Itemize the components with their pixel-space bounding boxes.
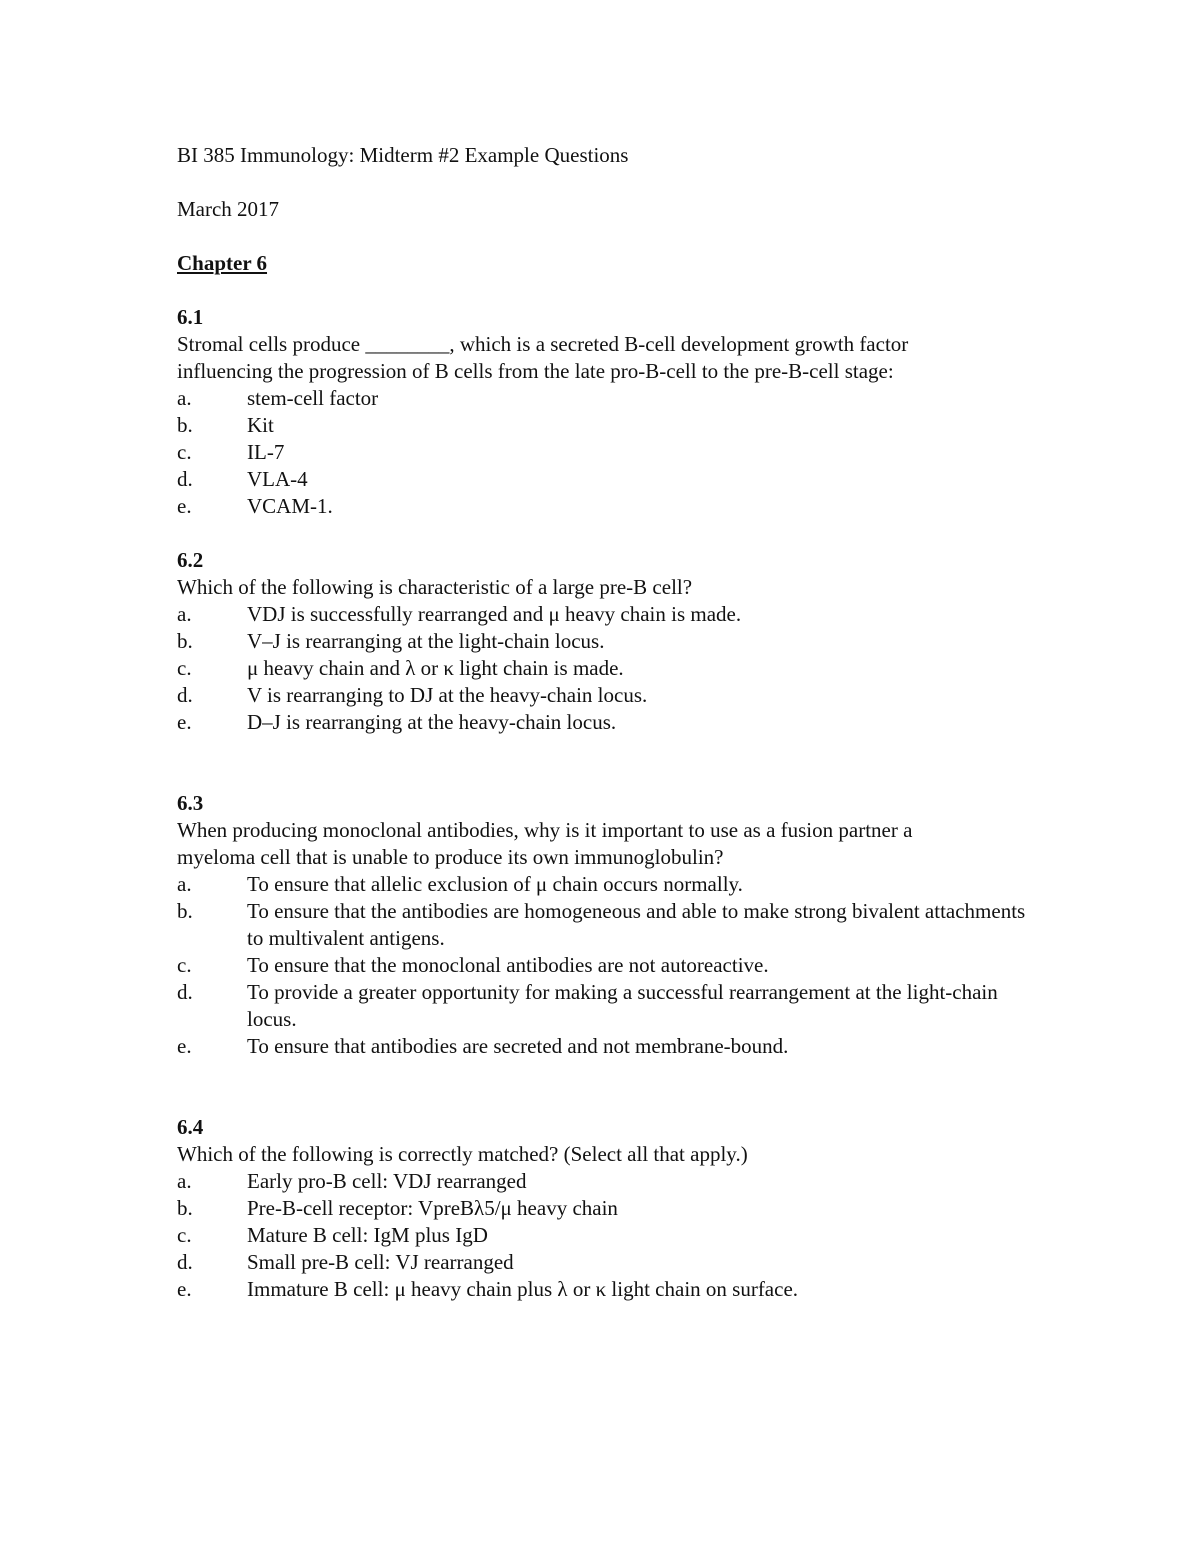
answer-option [177, 601, 1037, 628]
option-letter: a. [177, 386, 192, 410]
option-letter: b. [177, 413, 193, 437]
option-text: To ensure that allelic exclusion of μ chain occurs normally. [247, 872, 743, 896]
option-letter: e. [177, 1277, 192, 1301]
option-letter: c. [177, 953, 192, 977]
answer-option [177, 655, 1037, 682]
question-6-4 [177, 1114, 1037, 1303]
option-letter: d. [177, 467, 193, 491]
answer-option [177, 952, 1037, 979]
option-text: To ensure that the monoclonal antibodies are not autoreactive. [247, 953, 769, 977]
answer-option [177, 439, 1037, 466]
document-date: March 2017 [177, 197, 280, 221]
answer-option [177, 898, 1037, 952]
option-text: stem-cell factor [247, 386, 379, 410]
option-text: VCAM-1. [247, 494, 333, 518]
chapter-heading: Chapter 6 [177, 251, 268, 275]
option-text: Immature B cell: μ heavy chain plus λ or κ light chain on surface. [247, 1277, 799, 1301]
option-text: Small pre-B cell: VJ rearranged [247, 1250, 514, 1274]
question-6-1 [177, 304, 1037, 520]
option-text: To ensure that the antibodies are homogeneous and able to make strong bivalent attachments to multivalent antigens. [247, 899, 1026, 950]
option-text: V is rearranging to DJ at the heavy-chain locus. [247, 683, 648, 707]
answer-option [177, 1168, 1037, 1195]
answer-option [177, 979, 1037, 1033]
option-letter: d. [177, 980, 193, 1004]
document-page [177, 142, 1037, 1303]
question-stem-line: When producing monoclonal antibodies, why is it important to use as a fusion partner a [177, 818, 913, 842]
option-letter: d. [177, 1250, 193, 1274]
option-letter: a. [177, 1169, 192, 1193]
answer-options [177, 385, 1037, 520]
question-6-2 [177, 547, 1037, 736]
option-text: To provide a greater opportunity for making a successful rearrangement at the light-chain locus. [247, 980, 998, 1031]
answer-options [177, 871, 1037, 1060]
option-text: IL-7 [247, 440, 285, 464]
answer-options [177, 601, 1037, 736]
answer-option [177, 628, 1037, 655]
question-stem-line: influencing the progression of B cells from the late pro-B-cell to the pre-B-cell stage: [177, 359, 894, 383]
option-letter: a. [177, 872, 192, 896]
option-letter: b. [177, 629, 193, 653]
option-text: Early pro-B cell: VDJ rearranged [247, 1169, 527, 1193]
option-text: Pre-B-cell receptor: VpreBλ5/μ heavy chain [247, 1196, 618, 1220]
option-letter: e. [177, 710, 192, 734]
option-text: V–J is rearranging at the light-chain locus. [247, 629, 605, 653]
option-letter: c. [177, 1223, 192, 1247]
option-text: μ heavy chain and λ or κ light chain is made. [247, 656, 624, 680]
option-letter: a. [177, 602, 192, 626]
answer-option [177, 466, 1037, 493]
answer-option [177, 385, 1037, 412]
option-letter: c. [177, 440, 192, 464]
answer-option [177, 412, 1037, 439]
option-text: VDJ is successfully rearranged and μ heavy chain is made. [247, 602, 742, 626]
option-letter: c. [177, 656, 192, 680]
answer-option [177, 1276, 1037, 1303]
option-text: Mature B cell: IgM plus IgD [247, 1223, 488, 1247]
answer-option [177, 1249, 1037, 1276]
question-stem-line: Stromal cells produce ________, which is a secreted B-cell development growth factor [177, 332, 909, 356]
answer-option [177, 682, 1037, 709]
question-6-3 [177, 790, 1037, 1060]
answer-option [177, 1033, 1037, 1060]
question-stem-line: Which of the following is correctly matched? (Select all that apply.) [177, 1142, 748, 1166]
option-letter: e. [177, 1034, 192, 1058]
answer-option [177, 1195, 1037, 1222]
question-number: 6.1 [177, 305, 204, 329]
question-stem-line: Which of the following is characteristic of a large pre-B cell? [177, 575, 693, 599]
question-number: 6.4 [177, 1115, 204, 1139]
option-text: D–J is rearranging at the heavy-chain locus. [247, 710, 617, 734]
option-letter: b. [177, 899, 193, 923]
question-stem-line: myeloma cell that is unable to produce its own immunoglobulin? [177, 845, 724, 869]
answer-option [177, 709, 1037, 736]
document-title: BI 385 Immunology: Midterm #2 Example Questions [177, 143, 629, 167]
question-number: 6.3 [177, 791, 204, 815]
option-text: Kit [247, 413, 274, 437]
option-letter: d. [177, 683, 193, 707]
answer-option [177, 871, 1037, 898]
option-letter: e. [177, 494, 192, 518]
answer-option [177, 1222, 1037, 1249]
option-letter: b. [177, 1196, 193, 1220]
answer-option [177, 493, 1037, 520]
question-number: 6.2 [177, 548, 204, 572]
option-text: VLA-4 [247, 467, 308, 491]
option-text: To ensure that antibodies are secreted and not membrane-bound. [247, 1034, 789, 1058]
answer-options [177, 1168, 1037, 1303]
